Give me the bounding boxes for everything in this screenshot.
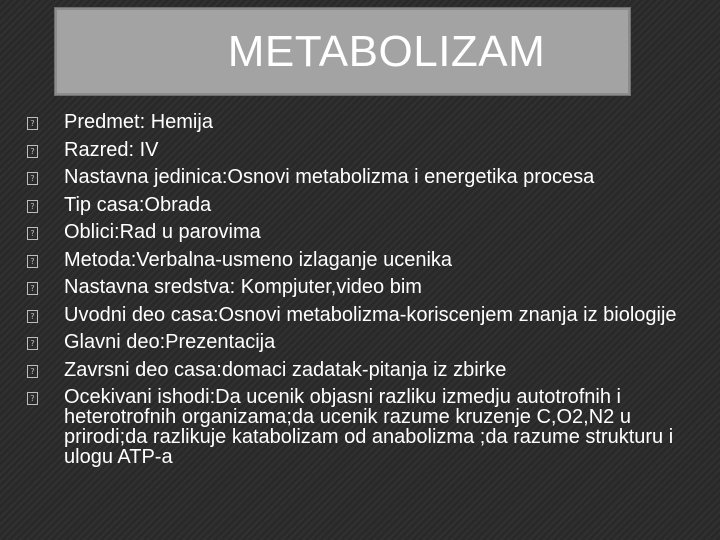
missing-glyph-box-icon: ?: [27, 172, 38, 185]
bullet-text: Nastavna jedinica:Osnovi metabolizma i energetika procesa: [64, 166, 595, 188]
missing-glyph-box-icon: ?: [27, 200, 38, 213]
bullet-item: [0, 222, 720, 242]
bullet-text: Ocekivani ishodi:Da ucenik objasni razliku izmedju autotrofnih i heterotrofnih organizama;da ucenik razume kruzenje C,O2,N2 u prirodi;da razlikuje katabolizam od anabolizma ;da razume strukturu i ulogu ATP-a: [64, 386, 674, 468]
missing-glyph-box-icon: ?: [27, 310, 38, 323]
bullet-text: Zavrsni deo casa:domaci zadatak-pitanja iz zbirke: [64, 358, 507, 381]
bullet-item: [0, 360, 720, 380]
bullet-text: Nastavna sredstva: Kompjuter,video bim: [64, 276, 422, 298]
missing-glyph-box-icon: ?: [27, 392, 38, 405]
bullet-item: [0, 305, 720, 325]
missing-glyph-box-icon: ?: [27, 255, 38, 268]
slide-title: METABOLIZAM: [227, 26, 546, 76]
bullet-item: [0, 387, 720, 467]
bullet-item: [0, 112, 720, 132]
bullet-item: [0, 195, 720, 215]
bullet-item: [0, 277, 720, 297]
bullet-item: [0, 167, 720, 187]
bullet-text: Razred: IV: [64, 138, 159, 161]
bullet-text: Uvodni deo casa:Osnovi metabolizma-koriscenjem znanja iz biologije: [64, 303, 677, 326]
bullet-text: Oblici:Rad u parovima: [64, 221, 261, 243]
bullet-text: Glavni deo:Prezentacija: [64, 331, 276, 353]
bullet-item: [0, 250, 720, 270]
bullet-text: Tip casa:Obrada: [64, 193, 212, 216]
bullet-item: [0, 332, 720, 352]
missing-glyph-box-icon: ?: [27, 365, 38, 378]
bullet-text: Predmet: Hemija: [64, 111, 213, 133]
bullet-item: [0, 140, 720, 160]
missing-glyph-box-icon: ?: [27, 337, 38, 350]
missing-glyph-box-icon: ?: [27, 145, 38, 158]
bullet-text: Metoda:Verbalna-usmeno izlaganje ucenika: [64, 248, 453, 271]
title-box: [54, 7, 631, 96]
missing-glyph-box-icon: ?: [27, 227, 38, 240]
missing-glyph-box-icon: ?: [27, 117, 38, 130]
missing-glyph-box-icon: ?: [27, 282, 38, 295]
bullet-list: [0, 112, 720, 475]
